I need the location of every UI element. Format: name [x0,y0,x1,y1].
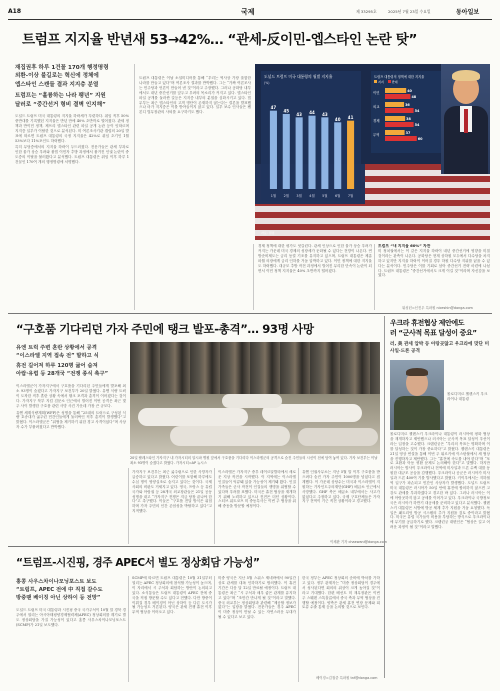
article2-col3 [218,470,296,544]
article1-subheads [15,64,133,109]
left-chart [261,85,361,201]
article3-deck: 러, 美 관세 압박 등 아랑곳않고 우크라에 맞단 미사일·드론 공격 [390,342,490,354]
column-divider [374,244,375,310]
article4-subheads [16,578,126,602]
column-divider [128,576,129,682]
gaza-photo [130,342,380,454]
article1-col1 [15,114,129,310]
article4-paragraph: 한국 정부는 APEC 정상회의 준비에 박차를 가하고 있다. 정부 관계자는 “미중 정상회담이 경주에서 성사된다면 회의의 위상이 크게 높아질 것”이라고 기대했다. 한편 베선트 미 재무장관은 이번 주 스웨덴 스톡홀름에서 중국 측과 무역 협상을 진행할 예정이다. 양측은 관세 휴전 연장 문제와 희토류 수출 통제 등을 논의할 것으로 보인다. [302,576,380,610]
month-tick-label: 5월 [322,194,328,198]
left-chart-title: 도널드 트럼프 미국 대통령의 월별 지지율 [264,74,333,79]
article1-paragraph: 특히 무당층에서의 지지율 하락이 두드러졌다. 전문가들은 관세 부과로 인한 물가 상승 우려와 불법 이민자 추방 과정에서 불거진 인권 논란이 중도층의 이탈을 불러왔다고 분석했다. 트럼프 대통령은 취임 이후 하루 1건꼴인 170여 개의 행정명령에 서명했다. [15,145,129,165]
article4-byline: 베이징=김철중 특파원 tnf@donga.com [316,676,378,680]
column-divider [253,244,254,310]
zelensky-photo [390,360,444,430]
photo-crowd [130,342,380,394]
article2-headline: “구호품 기다리던 가자 주민에 탱크 발포-총격”… 93명 사망 [16,322,314,336]
article2-subhead-line: 아랍·유럽 등 28개국 “전쟁 종식 촉구” [16,371,109,377]
right-chart-panel [371,71,441,153]
article2-col2 [132,470,212,544]
article1-subhead-line: 외환-이상 불길로는 혁신에 정체에 [15,73,99,80]
article2-subhead-line: 유엔 트럭 주변 혼란 상황에서 공격 [16,345,97,351]
column-divider [298,576,299,682]
legend-disapprove-label: 반대 [391,80,398,84]
article2-col1 [16,384,126,542]
article2-paragraph: 이스라엘군이 가자지구에서 구호품을 기다리던 주민들에게 발포해 최소 93명이 숨졌다고 가자지구 보건부가 20일 밝혔다. 유엔 식량 트럭이 도착한 직후 혼란 상황 속에서 탱크 포격과 총격이 이어졌다는 것이다. 가자지구 북부 지킴 검문소 인근에서 벌어진 이번 공격은 최근 몇 주 사이 발생한 구호품 관련 사망 사건 가운데 가장 큰 규모다. [16,384,126,408]
article4-col3 [218,576,296,682]
article2-paragraph: 유엔 세계식량계획(WFP)은 성명을 통해 “25대의 트럭으로 구성된 식량 호송대가 굶주린 민간인들에게 둘러싸인 직후 총격이 발생했다”고 밝혔다. 이스라엘군은 “위협을 제거하기 위한 경고 사격이었다”며 사상자 수가 부풀려졌다고 반박했다. [16,410,126,430]
approval-bar [347,121,354,189]
approve-value-label: 36 [405,103,410,107]
article4-subhead-line: 홍콩 사우스차이나모닝포스트 보도 [16,579,97,585]
approval-value-label: 43 [322,111,328,117]
trump-photo [441,64,490,174]
legend-approve-label: 지지 [377,80,384,84]
article1-subhead-line: 엡스타인 스캔들 결과 지지층 분열 [15,81,99,88]
article2-subhead-line: 휴전 길어져 하루 120명 굶어 숨져 [16,363,98,369]
disapprove-bar [385,108,414,113]
article4-subhead-line: “트럼프, APEC 전에 中 직접 갈수도 [16,587,103,593]
left-chart-unit: (%) [264,81,270,85]
approval-bar [321,117,328,189]
approve-bar [385,116,405,121]
article1-paragraph: 미 정치권에서는 이 같은 지지율 하락이 내년 중간선거에 영향을 미칠 것이라는 관측이 나온다. 공화당은 현재 상하원 모두에서 다수당을 차지하고 있지만 지지율 하락이 이어질 경우 하원 다수당 지위를 잃을 수 있다는 분석이다. 민주당은 이를 기회로 삼아 중간선거 전략 마련에 나섰다. 트럼프 대통령은 “중간선거에서도 크게 이길 것”이라며 자신감을 보였다. [378,248,490,278]
approval-bar [334,122,341,189]
photo-shirt [394,396,440,430]
right-chart-legend [374,80,398,84]
approval-value-label: 41 [347,115,354,121]
article4-paragraph: 도널드 트럼프 미국 대통령과 시진핑 중국 국가주석이 10월 말 경북 경주에서 열리는 아시아태평양경제협력체(APEC) 정상회의를 계기로 별도 정상회담을 가질 가능성이 있다고 홍콩 사우스차이나모닝포스트(SCMP)가 21일 보도했다. [16,608,126,627]
gaza-photo-caption: 20일 팔레스타인 가자지구 내 가자시티의 알시파 병원 앞에서 구호품을 기다리다 이스라엘군의 공격으로 숨진 주민들의 시신이 천에 덮여 놓여 있다. 가자 보건부는 이날 최소 93명이 숨졌다고 밝혔다. 가자시티=AP 뉴시스 [130,456,378,465]
month-tick-label: 1월 [270,194,277,198]
article2-subheads [16,344,126,378]
approval-bar [296,117,303,189]
photo-shroud [222,394,282,408]
disapprove-bar [385,94,410,99]
article1-highlight: 트럼프 “내 지지율 60%” 자찬 [378,244,431,248]
photo-hair [452,70,480,81]
approve-bar [385,88,406,93]
policy-category-label: 외교 [373,105,380,109]
disapprove-value-label: 60 [417,137,423,141]
disapprove-value-label: 54 [414,109,420,113]
photo-hair [406,368,428,376]
approval-value-label: 43 [296,111,302,117]
right-chart-title: 트럼프 대통령의 정책에 대한 지지율 [374,75,425,79]
disapprove-value-label: 54 [414,123,420,127]
section-divider [8,546,384,547]
article1-subhead-line: 재집권후 하루 1건꼴 170개 행정명령 [15,65,109,71]
article1-col4 [378,244,490,304]
photo-tie [464,109,468,133]
policy-category-label: 이민 [373,91,380,95]
month-tick-label: 2월 [283,194,290,198]
column-divider [214,468,215,544]
approval-value-label: 44 [309,110,315,116]
legend-approve-swatch [374,80,377,83]
approval-bar [308,116,315,189]
photo-shroud [298,428,378,446]
article2-paragraph: 이스라엘은 가자지구 중부 데이르알발라에서 새로운 지상 작전을 시작했다. 이 지역에는 이스라엘 인질들이 억류돼 있을 가능성이 제기돼 왔다. 인질 가족들은 군사 작전이 인질들의 생명을 위협할 수 있다며 우려를 표했다. 미국은 휴전 협상을 재개하기 위해 노력하고 있으나 진전은 더딘 상황이다. 스티브 위트코프 미 중동특사는 이번 주 협상을 위해 중동을 방문할 예정이다. [218,470,296,509]
article2-byline: 이채완 기자 chaewani@donga.com [330,540,387,544]
masthead [8,6,492,18]
zelensky-caption: 볼로디미르 젤렌스키 우크라이나 대통령 [447,392,488,401]
approve-value-label: 38 [406,117,411,121]
month-tick-label: 6월 [334,194,341,198]
approval-bar [283,114,290,189]
article1-headline: 트럼프 지지율 반년새 53→42%… “관세-反이민-엡스타인 논란 탓” [22,32,418,48]
column-divider [298,468,299,544]
article1-col3 [258,244,372,310]
approval-value-label: 40 [334,116,341,122]
column-divider [128,468,129,544]
article1-paragraph: 도널드 트럼프 미국 대통령의 지지율 하락세가 뚜렷하다. 취임 직후 50% 중반대를 기록했던 지지율은 반년 만에 40% 초반까로 떨어졌다. 관세 정책과 반이민 정책, 제프리 엡스타인 관련 파일 공개 논란 등이 잇따르며 지지층 일부가 이탈한 것으로 분석된다. 미 여론조사기관 갤럽의 20일 발표에 따르면 트럼프 대통령의 국정 지지율은 42%로 취임 초기인 1월 53%보다 11%포인트 하락했다. [15,114,129,143]
article4-paragraph: 미중 양국은 지난 5월 스위스 제네바에서 90일간 상호 관세를 대폭 인하하기로 합의했다. 이 휴전 기간은 다음 달 12일 만료될 예정이다. 트럼프 대통령은 최근 “시 주석과 매우 좋은 관계를 유지하고 있다”며 “조만간 만나게 될 것”이라고 말했다. 중국 외교부는 정상회담과 관련해 “제공할 정보가 없다”는 입장을 밝혔다. 전문가들은 경주 APEC이 미중 정상이 만날 수 있는 자연스러운 무대가 될 수 있다고 보고 있다. [218,576,296,620]
article3-headline-top: 우크라 휴전협상 제안에도 [390,319,465,327]
article2-paragraph: 유엔 인권사무소는 지난 5월 말 이후 구호품을 받으려다 숨진 가자 주민이 1000명을 넘었다고 집계했다. 이 가운데 상당수는 미국과 이스라엘이 지원하는 가자인도주의재단(GHF) 배급소 인근에서 사망했다. GHF 측은 배급소 내부에서는 사고가 없었다고 주장하고 있다. 국제 구호단체들은 가자지구 전역이 기근 직전 상황이라고 경고했다. [302,470,380,504]
article4-subhead-line: 방중땐 베이징 아닌 상하이 등 전망” [16,595,101,601]
policy-category-label: 무역 [373,133,380,137]
section-divider [8,313,492,314]
approve-value-label: 40 [407,89,412,93]
column-divider [214,576,215,682]
article4-col1 [16,608,126,682]
section-label: 국제 [241,8,255,16]
disapprove-bar [385,122,414,127]
issue-date: 2025년 7월 23일 수요일 [388,9,431,14]
left-chart-panel [261,71,361,201]
chart-source: 자료: 갤럽 [261,231,275,235]
issue-number: 제 33295호 [356,9,377,14]
article4-col2 [132,576,212,682]
month-tick-label: 4월 [309,194,315,198]
article4-col4 [302,576,380,674]
column-divider [134,64,135,310]
page-number: A18 [8,8,21,15]
article3-photo-caption [447,392,490,416]
legend-disapprove-swatch [388,80,391,83]
article1-subhead-line: 달러로 “중간선거 형비 결벽 인지해” [15,101,106,108]
article3-text [390,432,490,678]
masthead-rule [8,19,492,20]
article1-col2 [139,76,251,310]
month-tick-label: 7월 [347,194,354,198]
article3-headline-bottom: 러 “군사적 목표 달성이 중요” [390,329,477,337]
article4-paragraph: SCMP에 따르면 트럼프 대통령은 10월 31일부터 열리는 APEC 정상회의에 참석할 가능성이 높으며, 이 자리에서 시 주석과 회담하는 방안이 논의되고 있다. 소식통들은 트럼프 대통령이 APEC 전에 중국을 직접 방문할 수도 있다고 전했다. 다만 방중이 이뤄질 경우 베이징이 아닌 상하이 등 다른 도시가 될 가능성도 거론된다. 양국은 관세 전쟁 휴전 이후 무역 협상을 이어오고 있다. [132,576,212,615]
month-tick-label: 3월 [296,194,302,198]
article1-subhead-line: 트럼프는 “훌륭하는 나라 팽년” 지원 [15,93,106,100]
photo-shroud [138,408,248,426]
disapprove-value-label: 48 [411,95,417,99]
approval-bar [270,111,277,189]
infographic [255,64,490,240]
article2-subhead-line: “이스라엘 지역 접속 전” 말하고 식 [16,353,99,359]
photo-shroud [170,426,290,446]
article1-paragraph: 경제 정책에 대한 평가도 엇갈린다. 관세 인상으로 인한 물가 상승 우려가 커지는 가운데 미국 경제의 성장세가 둔화될 수 있다는 전망이 나온다. 연방준비제도는 금리 동결 기조를 유지하고 있으며, 트럼프 대통령은 제롬 파월 의장에게 금리 인하를 거듭 압박하고 있다. 이민 정책에 대한 지지율도 하락했다. 대규모 추방 작전 과정에서 벌어진 무리한 단속이 논란이 되면서 이민 정책 지지율은 40% 초반까지 떨어졌다. [258,244,372,273]
article3-paragraph: 볼로디미르 젤렌스키 우크라이나 대통령이 러시아에 평화 협상을 재개하자고 제안했으나 러시아는 군사적 목표 달성이 우선이라는 입장을 고수했다. 크렘린궁은 “우리의 목표는 명확하며 이를 달성하는 것이 가장 중요하다”고 밝혔다. 젤렌스키 대통령은 21일 영상 연설을 통해 이번 주 튀르키예 이스탄불에서 새 협상을 진행하자고 제안했다. 그는 “휴전에 속도를 내야 한다”며 “포로 교환과 아동 귀환 문제도 논의해야 한다”고 말했다. 하지만 러시아는 밤사이 우크라이나 전역에 미사일과 드론 수백 대를 동원한 대규모 공습을 감행했다. 우크라이나 공군은 러시아가 미사일과 드론 400여 기를 발사했다고 밝혔다. 키이우에서는 지하철역 입구가 파손되고 민간인 사상자가 발생했다. 도널드 트럼프 미국 대통령은 러시아가 50일 안에 휴전에 합의하지 않으면 고강도 관세를 부과하겠다고 경고한 바 있다. 그러나 러시아는 이에 아랑곳하지 않고 공세를 이어가고 있다. 우크라이나 국방정보국은 러시아가 하반기 대공세를 준비하고 있다고 분석했다. 젤렌스키 대통령은 서방에 방공 체계 추가 지원을 거듭 요청했다. 독일은 패트리엇 방공 시스템의 추가 지원을 검토 중이라고 밝혔다. 미국은 유럽 국가들이 비용을 부담하는 방식으로 우크라이나에 무기를 공급하기로 했다. 크렘린궁 대변인은 “협상은 길고 어려운 과정이 될 것”이라고 말했다. [390,432,490,530]
article4-headline: “트럼프-시진핑, 경주 APEC서 별도 정상회담 가능성” [16,557,260,569]
right-chart [371,85,441,153]
approve-bar [385,102,404,107]
paper-name: 동아일보 [456,9,480,16]
column-divider [384,316,385,678]
article1-byline: 워싱턴=신진우 특파원 niceshin@donga.com [402,306,473,310]
approval-value-label: 47 [270,105,277,111]
disapprove-bar [385,136,417,141]
approve-bar [385,130,405,135]
article1-paragraph: 트럼프 대통령은 이날 소셜미디어를 통해 “우리는 역사상 가장 훌륭한 나라를 만들고 있다”며 여론조사 결과를 반박했다. 그는 “가짜 여론조사는 민주당과 언론이 만들어 낸 것”이라고 주장했다. 그러나 공화당 내부에서도 내년 중간선거를 앞두고 우려의 목소리가 커지고 있다. 엡스타인 파일 공개를 둘러싼 갈등은 지지층 내부의 분열을 심화시키고 있다. 법무부는 최근 엡스타인의 고객 명단이 존재하지 않는다는 결론을 발표했으나 마가 지지층은 이를 받아들이지 않고 있다. 일부 보수 인사들은 팸 본디 법무장관의 사퇴를 요구하기도 했다. [139,76,251,115]
article2-col4 [302,470,380,538]
policy-category-label: 경제 [373,119,380,123]
article2-paragraph: 가자지구 보건부는 최근 굶주림으로 인한 사망자가 급증하고 있다고 밝혔다. 어린이를 포함해 하루에도 수십 명이 영양실조로 숨지고 있다는 것이다. 국제사회의 비판도 거세지고 있다. 영국, 프랑스 등 유럽 국가와 아랍권 등 28개국 외교장관들은 21일 공동성명을 내고 “가자지구 전쟁은 지금 당장 끝나야 한다”고 촉구했다. 이들은 “구호품 전달 방식은 위험하며 가자 주민의 인간 존엄성을 박탈하고 있다”고 지적했다. [132,470,212,514]
approve-value-label: 37 [405,131,411,135]
approval-value-label: 45 [283,108,290,114]
